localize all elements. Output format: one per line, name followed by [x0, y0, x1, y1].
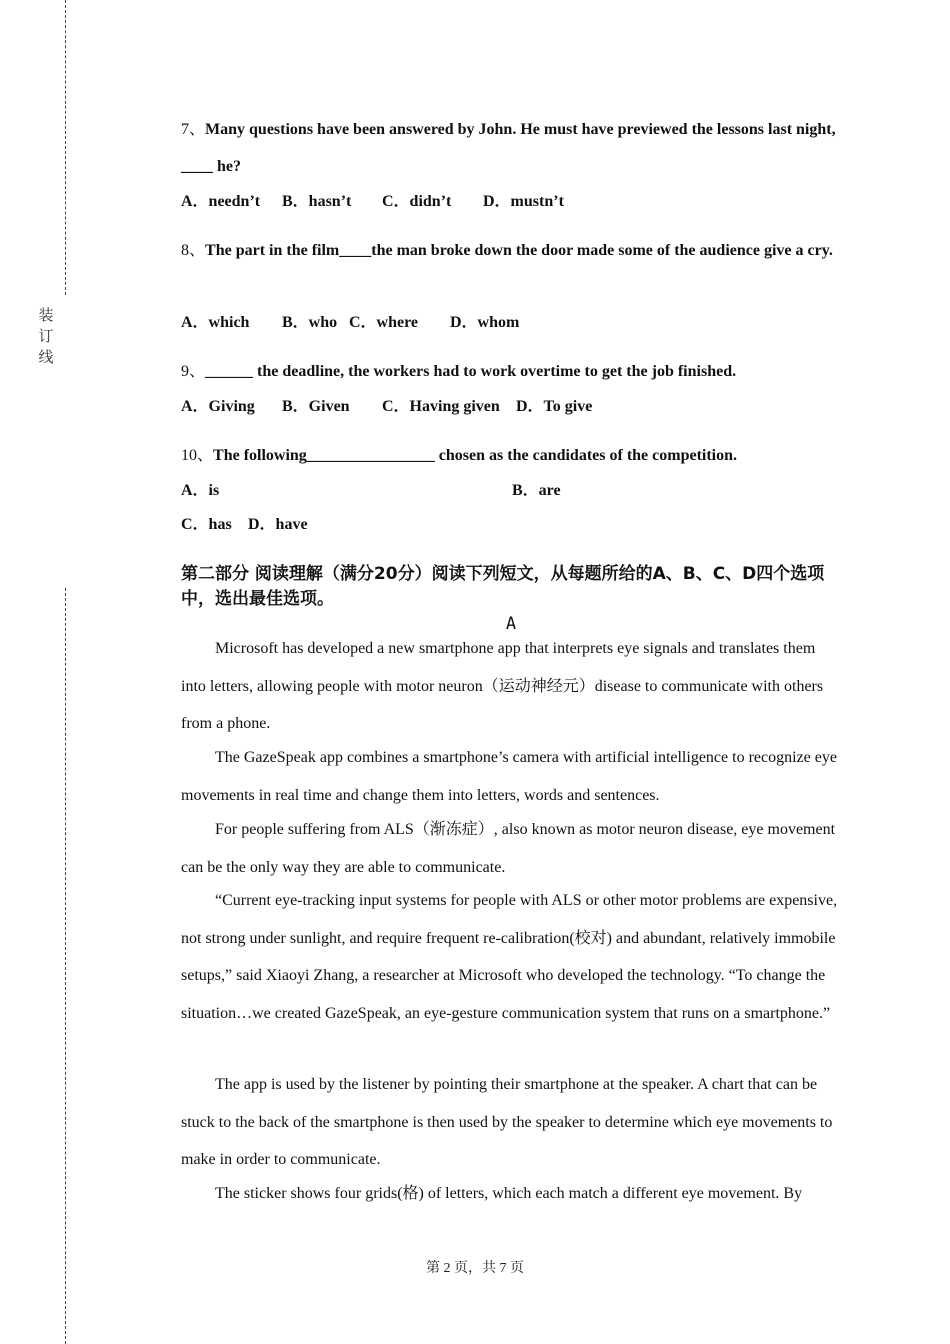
question-text: The following________________ chosen as the candidates of the competition. — [213, 447, 738, 464]
passage-paragraph: The GazeSpeak app combines a smartphone’s camera with artificial intelligence to recognize eye movements in real time and change them into letters, words and sentences. — [181, 749, 837, 804]
option-c: C．didn’t — [382, 193, 452, 210]
question-number: 9、 — [181, 363, 206, 380]
option-d: D．have — [248, 516, 308, 533]
option-d: D．mustn’t — [483, 193, 564, 210]
question-9-options — [181, 397, 841, 417]
question-number: 10、 — [181, 447, 214, 464]
question-8 — [181, 232, 841, 269]
passage-paragraph: “Current eye-tracking input systems for people with ALS or other motor problems are expensive, not strong under sunlight, and require frequent re-calibration(校对) and abundant, relatively immobile setups,” said Xiaoyi Zhang, a researcher at Microsoft who developed the technology. “To change the situation…we created GazeSpeak, an eye-gesture communication system that runs on a smartphone.” — [181, 892, 838, 1022]
passage-paragraph: The sticker shows four grids(格) of letters, which each match a different eye movement. By — [215, 1185, 803, 1202]
binding-line — [65, 588, 66, 1344]
option-a: A．needn’t — [181, 193, 261, 210]
question-9 — [181, 353, 841, 390]
question-text: Many questions have been answered by John. He must have previewed the lessons last night, ____ he? — [181, 121, 836, 175]
option-b: B．Given — [282, 398, 350, 415]
question-8-options — [181, 313, 841, 333]
question-text: The part in the film____the man broke down the door made some of the audience give a cry. — [205, 242, 833, 259]
option-d: D．To give — [516, 398, 593, 415]
question-7 — [181, 111, 841, 185]
question-7-options — [181, 192, 841, 212]
section-heading: 第二部分 阅读理解（满分20分）阅读下列短文，从每题所给的A、B、C、D四个选项中，选出最佳选项。 — [181, 564, 825, 609]
option-a: A．is — [181, 482, 220, 499]
option-a: A．which — [181, 314, 250, 331]
question-10-options — [181, 481, 841, 501]
option-d: D．whom — [450, 314, 520, 331]
question-number: 7、 — [181, 121, 206, 138]
option-b: B．hasn’t — [282, 193, 352, 210]
option-c: C．has — [181, 516, 232, 533]
question-number: 8、 — [181, 242, 206, 259]
passage-paragraph: The app is used by the listener by pointing their smartphone at the speaker. A chart that can be stuck to the back of the smartphone is then used by the speaker to determine which eye movements to make in order to communicate. — [181, 1076, 833, 1168]
passage-letter: A — [505, 614, 517, 634]
option-b: B．are — [512, 482, 561, 499]
option-c: C．where — [349, 314, 419, 331]
page-footer: 第 2 页，共 7 页 — [426, 1261, 524, 1276]
question-10-options-row2 — [181, 515, 841, 535]
option-c: C．Having given — [382, 398, 500, 415]
passage-paragraph: For people suffering from ALS（渐冻症）, also known as motor neuron disease, eye movement can be the only way they are able to communicate. — [181, 821, 836, 876]
binding-line — [65, 0, 66, 295]
option-b: B．who — [282, 314, 338, 331]
question-10 — [181, 437, 841, 474]
option-a: A．Giving — [181, 398, 255, 415]
passage-paragraph: Microsoft has developed a new smartphone app that interprets eye signals and translates them into letters, allowing people with motor neuron（运动神经元）disease to communicate with others from a phone. — [181, 640, 824, 732]
binding-label: 装订线 — [38, 306, 54, 366]
question-text: ______ the deadline, the workers had to work overtime to get the job finished. — [205, 363, 737, 380]
